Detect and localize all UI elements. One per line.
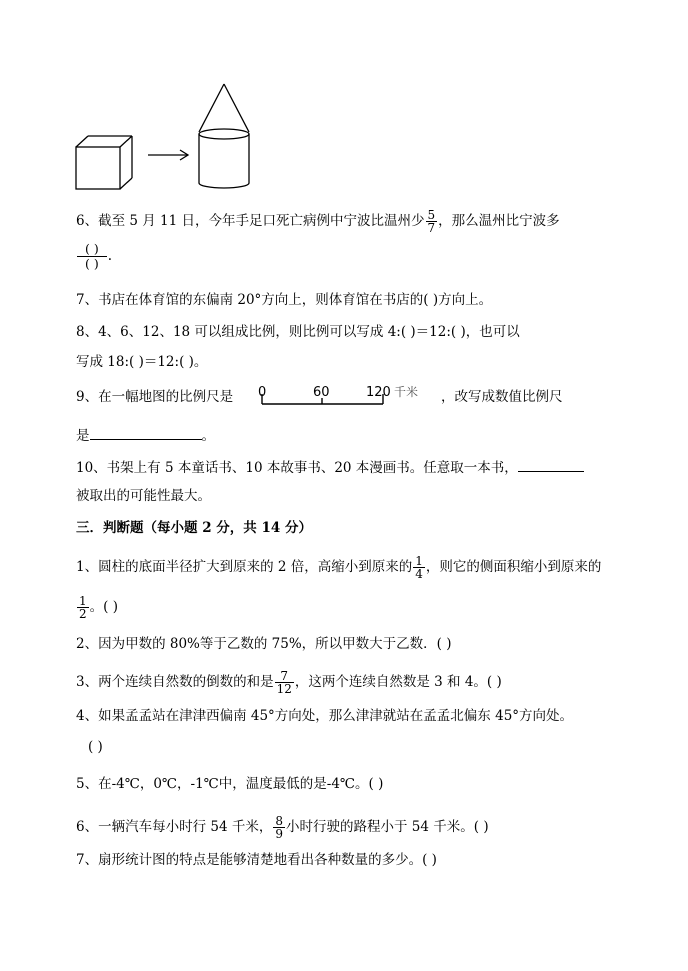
judgment-4-line-2: ( )	[88, 739, 103, 755]
question-7: 7、书店在体育馆的东偏南 20°方向上，则体育馆在书店的( )方向上。	[76, 292, 493, 308]
cube-figure	[76, 136, 132, 189]
question-8-line-2: 写成 18:( )＝12:( )。	[76, 354, 208, 370]
section-title: 三．判断题（每小题 2 分，共 14 分）	[76, 520, 312, 536]
scale-label-120: 120	[366, 385, 391, 400]
judgment-1: 1、圆柱的底面半径扩大到原来的 2 倍，高缩小到原来的 $\frac{1}{4}$ ，则它的侧面积缩小到原来的	[76, 554, 602, 581]
scale-label-60: 60	[313, 385, 330, 400]
fraction-8-9: $\frac{8}{9}$	[275, 814, 283, 841]
answer-fraction-blank[interactable]: $\frac{( )}{( )}$	[77, 242, 107, 271]
question-6-answer-end: .	[107, 248, 113, 264]
cone-cylinder-figure	[199, 84, 249, 188]
question-6-prefix: 6、截至 5 月 11 日，今年手足口死亡病例中宁波比温州少	[76, 213, 425, 229]
fraction-1-4: $\frac{1}{4}$	[415, 554, 423, 581]
question-6-suffix: ，那么温州比宁波多	[438, 213, 560, 229]
question-8-line-1: 8、4、6、12、18 可以组成比例，则比例可以写成 4:( )＝12:( )，也可以	[76, 324, 520, 340]
arrow-icon	[148, 150, 188, 160]
question-6-answer	[76, 242, 112, 271]
question-10-line-1: 10、书架上有 5 本童话书、10 本故事书、20 本漫画书。任意取一本书，	[76, 457, 584, 478]
scale-unit: 千米	[394, 385, 419, 399]
cube-to-cone-cylinder-figure	[70, 78, 260, 194]
fraction-5-7: $\frac{5}{7}$	[427, 208, 436, 235]
judgment-4-line-1: 4、如果孟孟站在津津西偏南 45°方向处，那么津津就站在孟孟北偏东 45°方向处。	[76, 708, 574, 724]
judgment-2: 2、因为甲数的 80%等于乙数的 75%，所以甲数大于乙数．( )	[76, 636, 452, 652]
answer-blank[interactable]	[518, 457, 584, 472]
scale-label-0: 0	[258, 385, 267, 400]
judgment-3: 3、两个连续自然数的倒数的和是 $\frac{7}{12}$ ，这两个连续自然数是 3 和 4。( )	[76, 669, 502, 696]
question-6	[76, 209, 560, 234]
question-9-line-2: 是 。	[76, 425, 215, 446]
question-9-prefix: 9、在一幅地图的比例尺是	[76, 389, 234, 405]
line-scale-bar	[256, 380, 434, 412]
judgment-1-line-2: $\frac{1}{2}$ 。( )	[79, 594, 118, 621]
question-9	[76, 387, 233, 407]
answer-blank[interactable]	[90, 425, 202, 440]
judgment-6: 6、一辆汽车每小时行 54 千米， $\frac{8}{9}$ 小时行驶的路程小于 54 千米。( )	[76, 814, 489, 841]
question-10-line-2: 被取出的可能性最大。	[76, 488, 211, 504]
fraction-1-2: $\frac{1}{2}$	[79, 594, 87, 621]
judgment-5: 5、在-4℃，0℃，-1℃中，温度最低的是-4℃。( )	[76, 776, 384, 792]
fraction-7-12: $\frac{7}{12}$	[276, 669, 292, 696]
judgment-7: 7、扇形统计图的特点是能够清楚地看出各种数量的多少。( )	[76, 852, 437, 868]
question-9-suffix: ，改写成数值比例尺	[441, 389, 563, 405]
